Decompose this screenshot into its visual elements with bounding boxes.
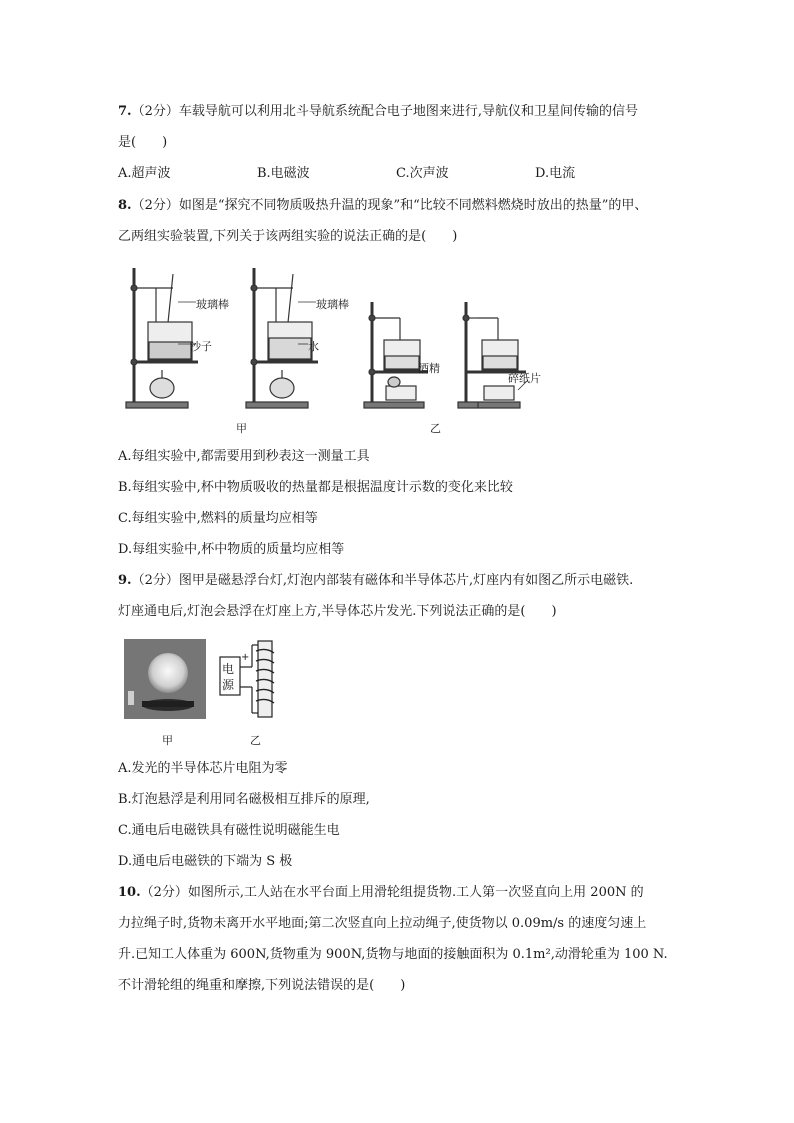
label-sand: 沙子 xyxy=(190,340,212,353)
q7-option-d[interactable]: D.电流 xyxy=(535,166,576,181)
q8-apparatus-figure xyxy=(118,262,478,432)
power-label-dian: 电 xyxy=(222,662,235,676)
minus-sign: − xyxy=(241,682,250,693)
q7-stem-line1 xyxy=(118,103,638,121)
q9-caption-jia: 甲 xyxy=(162,734,173,747)
q10-stem-line4: 不计滑轮组的绳重和摩擦,下列说法错误的是( ) xyxy=(118,978,406,993)
q8-stem-line1 xyxy=(118,197,647,215)
q8-option-c[interactable]: C.每组实验中,燃料的质量均应相等 xyxy=(118,511,318,526)
q9-option-b[interactable]: B.灯泡悬浮是利用同名磁极相互排斥的原理, xyxy=(118,792,370,807)
q7-option-a[interactable]: A.超声波 xyxy=(118,166,171,181)
q7-stem-line2: 是( ) xyxy=(118,135,168,150)
label-glass-rod-1: 玻璃棒 xyxy=(196,298,229,311)
q8-number: 8. xyxy=(118,198,132,213)
label-paper-scraps: 碎纸片 xyxy=(508,372,541,385)
q9-option-a[interactable]: A.发光的半导体芯片电阻为零 xyxy=(118,761,288,776)
q7-number: 7. xyxy=(118,104,132,119)
power-label-yuan: 源 xyxy=(222,678,235,692)
q10-number: 10. xyxy=(118,885,141,900)
q9-stem-line1 xyxy=(118,572,633,590)
label-glass-rod-2: 玻璃棒 xyxy=(316,298,349,311)
q8-option-b[interactable]: B.每组实验中,杯中物质吸收的热量都是根据温度计示数的变化来比较 xyxy=(118,480,513,495)
q8-stem-text: （2分）如图是“探究不同物质吸热升温的现象”和“比较不同燃料燃烧时放出的热量”的甲、 xyxy=(131,198,648,213)
stand-base xyxy=(126,402,188,408)
q10-stem-text: （2分）如图所示,工人站在水平台面上用滑轮组提货物.工人第一次竖直向上用 200N 的 xyxy=(140,885,644,900)
q10-stem-line3: 升.已知工人体重为 600N,货物重为 900N,货物与地面的接触面积为 0.1m²,动滑轮重为 100 N. xyxy=(118,947,668,962)
q8-caption-jia: 甲 xyxy=(236,422,247,435)
q9-option-c[interactable]: C.通电后电磁铁具有磁性说明磁能生电 xyxy=(118,823,340,838)
q8-option-d[interactable]: D.每组实验中,杯中物质的质量均应相等 xyxy=(118,542,345,557)
q9-stem-text: （2分）图甲是磁悬浮台灯,灯泡内部装有磁体和半导体芯片,灯座内有如图乙所示电磁铁. xyxy=(131,573,634,588)
q8-stem-line2: 乙两组实验装置,下列关于该两组实验的说法正确的是( ) xyxy=(118,229,458,244)
q10-stem-line2: 力拉绳子时,货物未离开水平地面;第二次竖直向上拉动绳子,使货物以 0.09m/s 的速度匀速上 xyxy=(118,916,647,931)
q9-caption-yi: 乙 xyxy=(250,734,261,747)
q7-stem-text: （2分）车载导航可以利用北斗导航系统配合电子地图来进行,导航仪和卫星间传输的信号 xyxy=(131,104,638,119)
q10-stem-line1 xyxy=(118,884,644,902)
label-water: 水 xyxy=(308,340,319,353)
maglev-lamp-photo xyxy=(124,639,206,719)
plus-sign: + xyxy=(241,652,250,663)
q7-option-c[interactable]: C.次声波 xyxy=(396,166,449,181)
q8-apparatus-figure-right xyxy=(478,262,568,432)
q9-stem-line2: 灯座通电后,灯泡会悬浮在灯座上方,半导体芯片发光.下列说法正确的是( ) xyxy=(118,604,557,619)
q9-number: 9. xyxy=(118,573,132,588)
q9-option-d[interactable]: D.通电后电磁铁的下端为 S 极 xyxy=(118,854,293,869)
q8-caption-yi: 乙 xyxy=(430,422,441,435)
q8-option-a[interactable]: A.每组实验中,都需要用到秒表这一测量工具 xyxy=(118,449,370,464)
label-alcohol: 酒精 xyxy=(418,362,440,375)
q7-option-b[interactable]: B.电磁波 xyxy=(257,166,310,181)
